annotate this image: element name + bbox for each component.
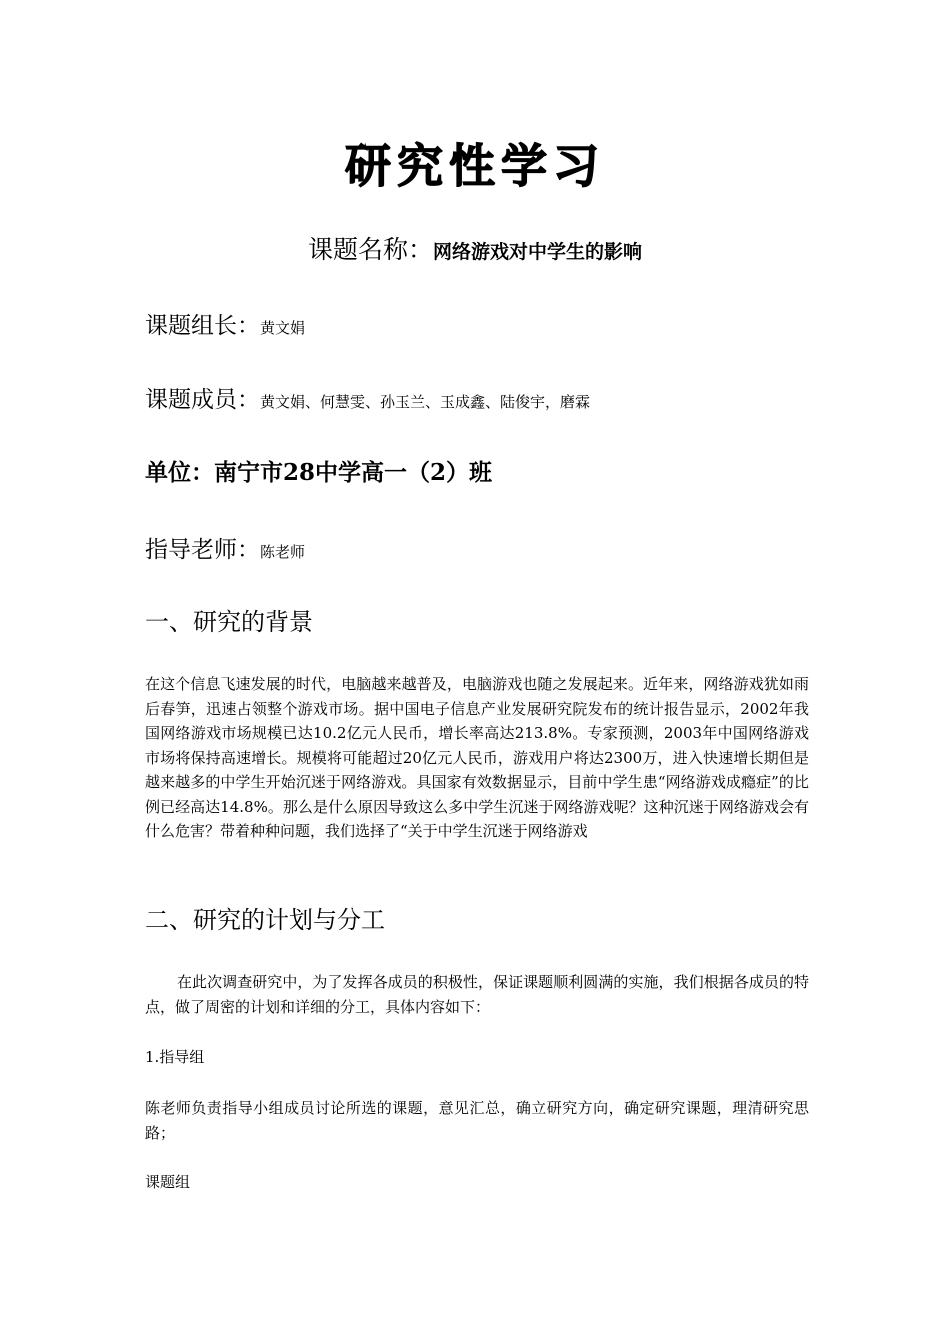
subject-label: 课题名称：: [307, 235, 433, 264]
section2-heading: 二、研究的计划与分工: [145, 906, 385, 934]
document-title: 研究性学习: [345, 139, 605, 193]
section1-heading: 一、研究的背景: [145, 608, 313, 636]
unit-text: 单位：南宁市28中学高一（2）班: [145, 459, 493, 486]
leader-value: 黄文娟: [260, 319, 306, 337]
members-value: 黄文娟、何慧雯、孙玉兰、玉成鑫、陆俊宇，磨霖: [260, 393, 591, 411]
subject-value: 网络游戏对中学生的影响: [433, 241, 643, 263]
leader-label: 课题组长：: [145, 313, 260, 339]
group1-body: 陈老师负责指导小组成员讨论所选的课题，意见汇总，确立研究方向，确定研究课题，理清研究思路；: [145, 1099, 809, 1142]
leader-line: [145, 308, 305, 346]
members-label: 课题成员：: [145, 387, 260, 413]
teacher-line: [145, 532, 305, 570]
teacher-label: 指导老师：: [145, 537, 260, 563]
unit-line: [145, 455, 492, 493]
members-line: [145, 382, 590, 420]
teacher-value: 陈老师: [260, 543, 306, 561]
group2-title: 课题组: [145, 1173, 191, 1191]
section1-body: 在这个信息飞速发展的时代，电脑越来越普及，电脑游戏也随之发展起来。近年来，网络游戏犹如雨后春笋，迅速占领整个游戏市场。据中国电子信息产业发展研究院发布的统计报告显示，2002年我国网络游戏市场规模已达10.2亿元人民币，增长率高达213.8%。专家预测，2003年中国网络游戏市场将保持高速增长。规模将可能超过20亿元人民币，游戏用户将达2300万，进入快速增长期但是越来越多的中学生开始沉迷于网络游戏。具国家有效数据显示，目前中学生患“网络游戏成瘾症”的比例已经高达14.8%。那么是什么原因导致这么多中学生沉迷于网络游戏呢？这种沉迷于网络游戏会有什么危害？带着种种问题，我们选择了“关于中学生沉迷于网络游戏: [145, 675, 809, 840]
group1-title: 1.指导组: [145, 1048, 205, 1066]
section2-intro: 在此次调查研究中，为了发挥各成员的积极性，保证课题顺利圆满的实施，我们根据各成员的特点，做了周密的计划和详细的分工，具体内容如下：: [145, 973, 809, 1016]
subject-line: [0, 231, 950, 272]
